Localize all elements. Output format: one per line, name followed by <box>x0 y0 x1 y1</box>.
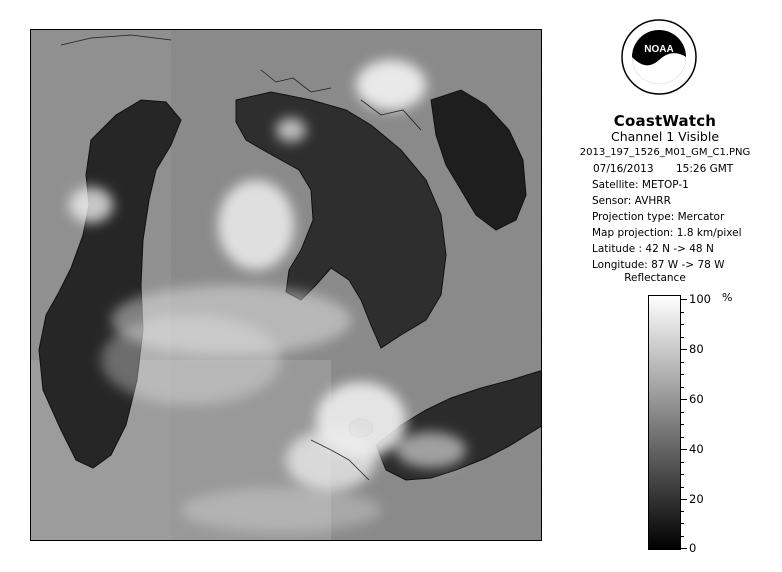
tick-label-60: 60 <box>689 392 704 406</box>
tick-20 <box>681 499 687 500</box>
minor-tick <box>681 337 684 338</box>
image-filename: 2013_197_1526_M01_GM_C1.PNG <box>579 147 751 158</box>
image-time: 15:26 GMT <box>676 163 734 175</box>
satellite-name: Satellite: METOP-1 <box>592 179 689 191</box>
tick-80 <box>681 349 687 350</box>
minor-tick <box>681 523 684 524</box>
minor-tick <box>681 437 684 438</box>
tick-label-0: 0 <box>689 541 697 555</box>
minor-tick <box>681 424 684 425</box>
minor-tick <box>681 387 684 388</box>
minor-tick <box>681 374 684 375</box>
scale-title: Reflectance <box>624 272 686 284</box>
tick-0 <box>681 548 687 549</box>
satellite-image <box>30 29 542 541</box>
minor-tick <box>681 474 684 475</box>
logo-text: NOAA <box>644 44 674 55</box>
scale-unit: % <box>722 291 733 304</box>
minor-tick <box>681 362 684 363</box>
tick-100 <box>681 299 687 300</box>
channel-subtitle: Channel 1 Visible <box>610 129 720 144</box>
projection-type: Projection type: Mercator <box>592 211 725 223</box>
minor-tick <box>681 312 684 313</box>
tick-60 <box>681 399 687 400</box>
minor-tick <box>681 536 684 537</box>
sensor-name: Sensor: AVHRR <box>592 195 671 207</box>
noaa-seal-icon <box>620 18 698 96</box>
tick-label-80: 80 <box>689 342 704 356</box>
minor-tick <box>681 487 684 488</box>
minor-tick <box>681 462 684 463</box>
app-title: CoastWatch <box>613 112 717 130</box>
latitude-range: Latitude : 42 N -> 48 N <box>592 243 714 255</box>
longitude-range: Longitude: 87 W -> 78 W <box>592 259 725 271</box>
tick-label-100: 100 <box>689 292 711 306</box>
tick-label-20: 20 <box>689 492 704 506</box>
minor-tick <box>681 324 684 325</box>
minor-tick <box>681 511 684 512</box>
tick-label-40: 40 <box>689 442 704 456</box>
map-projection: Map projection: 1.8 km/pixel <box>592 227 742 239</box>
minor-tick <box>681 412 684 413</box>
noaa-logo <box>620 18 698 96</box>
great-lakes-map <box>31 30 542 541</box>
tick-40 <box>681 449 687 450</box>
reflectance-colorbar <box>648 295 681 550</box>
image-date: 07/16/2013 <box>593 163 654 175</box>
